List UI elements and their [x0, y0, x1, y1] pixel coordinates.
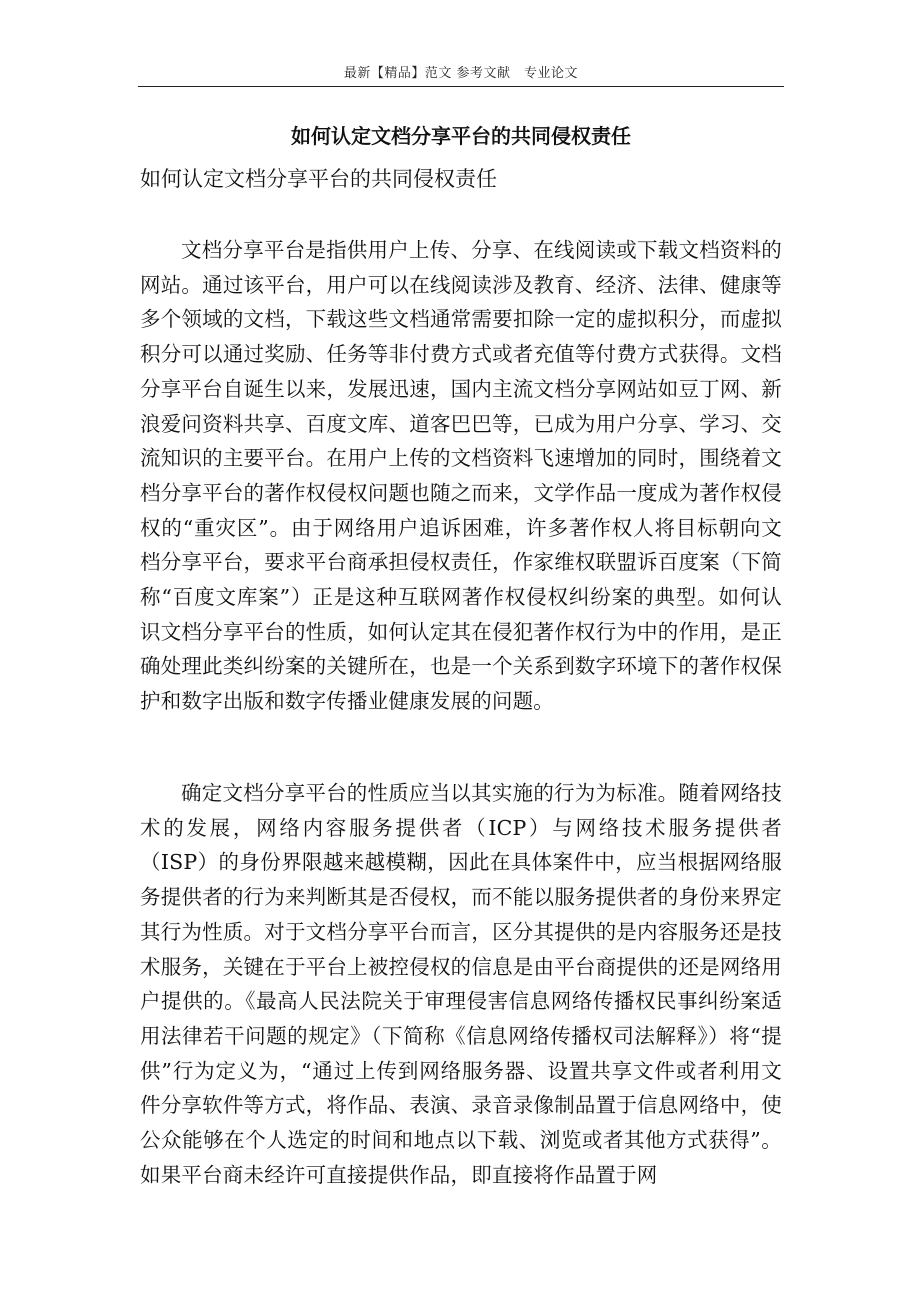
body-paragraph-1: 文档分享平台是指供用户上传、分享、在线阅读或下载文档资料的网站。通过该平台，用户可以在线阅读涉及教育、经济、法律、健康等多个领域的文档，下载这些文档通常需要扣除一定的虚拟积分，而虚拟积分可以通过奖励、任务等非付费方式或者充值等付费方式获得。文档分享平台自诞生以来，发展迅速，国内主流文档分享网站如豆丁网、新浪爱问资料共享、百度文库、道客巴巴等，已成为用户分享、学习、交流知识的主要平台。在用户上传的文档资料飞速增加的同时，围绕着文档分享平台的著作权侵权问题也随之而来，文学作品一度成为著作权侵权的“重灾区”。由于网络用户追诉困难，许多著作权人将目标朝向文档分享平台，要求平台商承担侵权责任，作家维权联盟诉百度案（下简称“百度文库案”）正是这种互联网著作权侵权纠纷案的典型。如何认识文档分享平台的性质，如何认定其在侵犯著作权行为中的作用，是正确处理此类纠纷案的关键所在，也是一个关系到数字环境下的著作权保护和数字出版和数字传播业健康发展的问题。: [140, 238, 782, 714]
header-divider: [138, 86, 784, 87]
document-title: 如何认定文档分享平台的共同侵权责任: [291, 124, 631, 148]
document-subtitle: 如何认定文档分享平台的共同侵权责任: [140, 167, 497, 191]
page-header: 最新【精品】范文 参考文献 专业论文: [343, 66, 579, 81]
body-paragraph-2: 确定文档分享平台的性质应当以其实施的行为为标准。随着网络技术的发展，网络内容服务提供者（ICP）与网络技术服务提供者（ISP）的身份界限越来越模糊，因此在具体案件中，应当根据网络服务提供者的行为来判断其是否侵权，而不能以服务提供者的身份来界定其行为性质。对于文档分享平台而言，区分其提供的是内容服务还是技术服务，关键在于平台上被控侵权的信息是由平台商提供的还是网络用户提供的。《最高人民法院关于审理侵害信息网络传播权民事纠纷案适用法律若干问题的规定》（下简称《信息网络传播权司法解释》）将“提供”行为定义为，“通过上传到网络服务器、设置共享文件或者利用文件分享软件等方式，将作品、表演、录音录像制品置于信息网络中，使公众能够在个人选定的时间和地点以下载、浏览或者其他方式获得”。如果平台商未经许可直接提供作品，即直接将作品置于网: [140, 781, 782, 1187]
